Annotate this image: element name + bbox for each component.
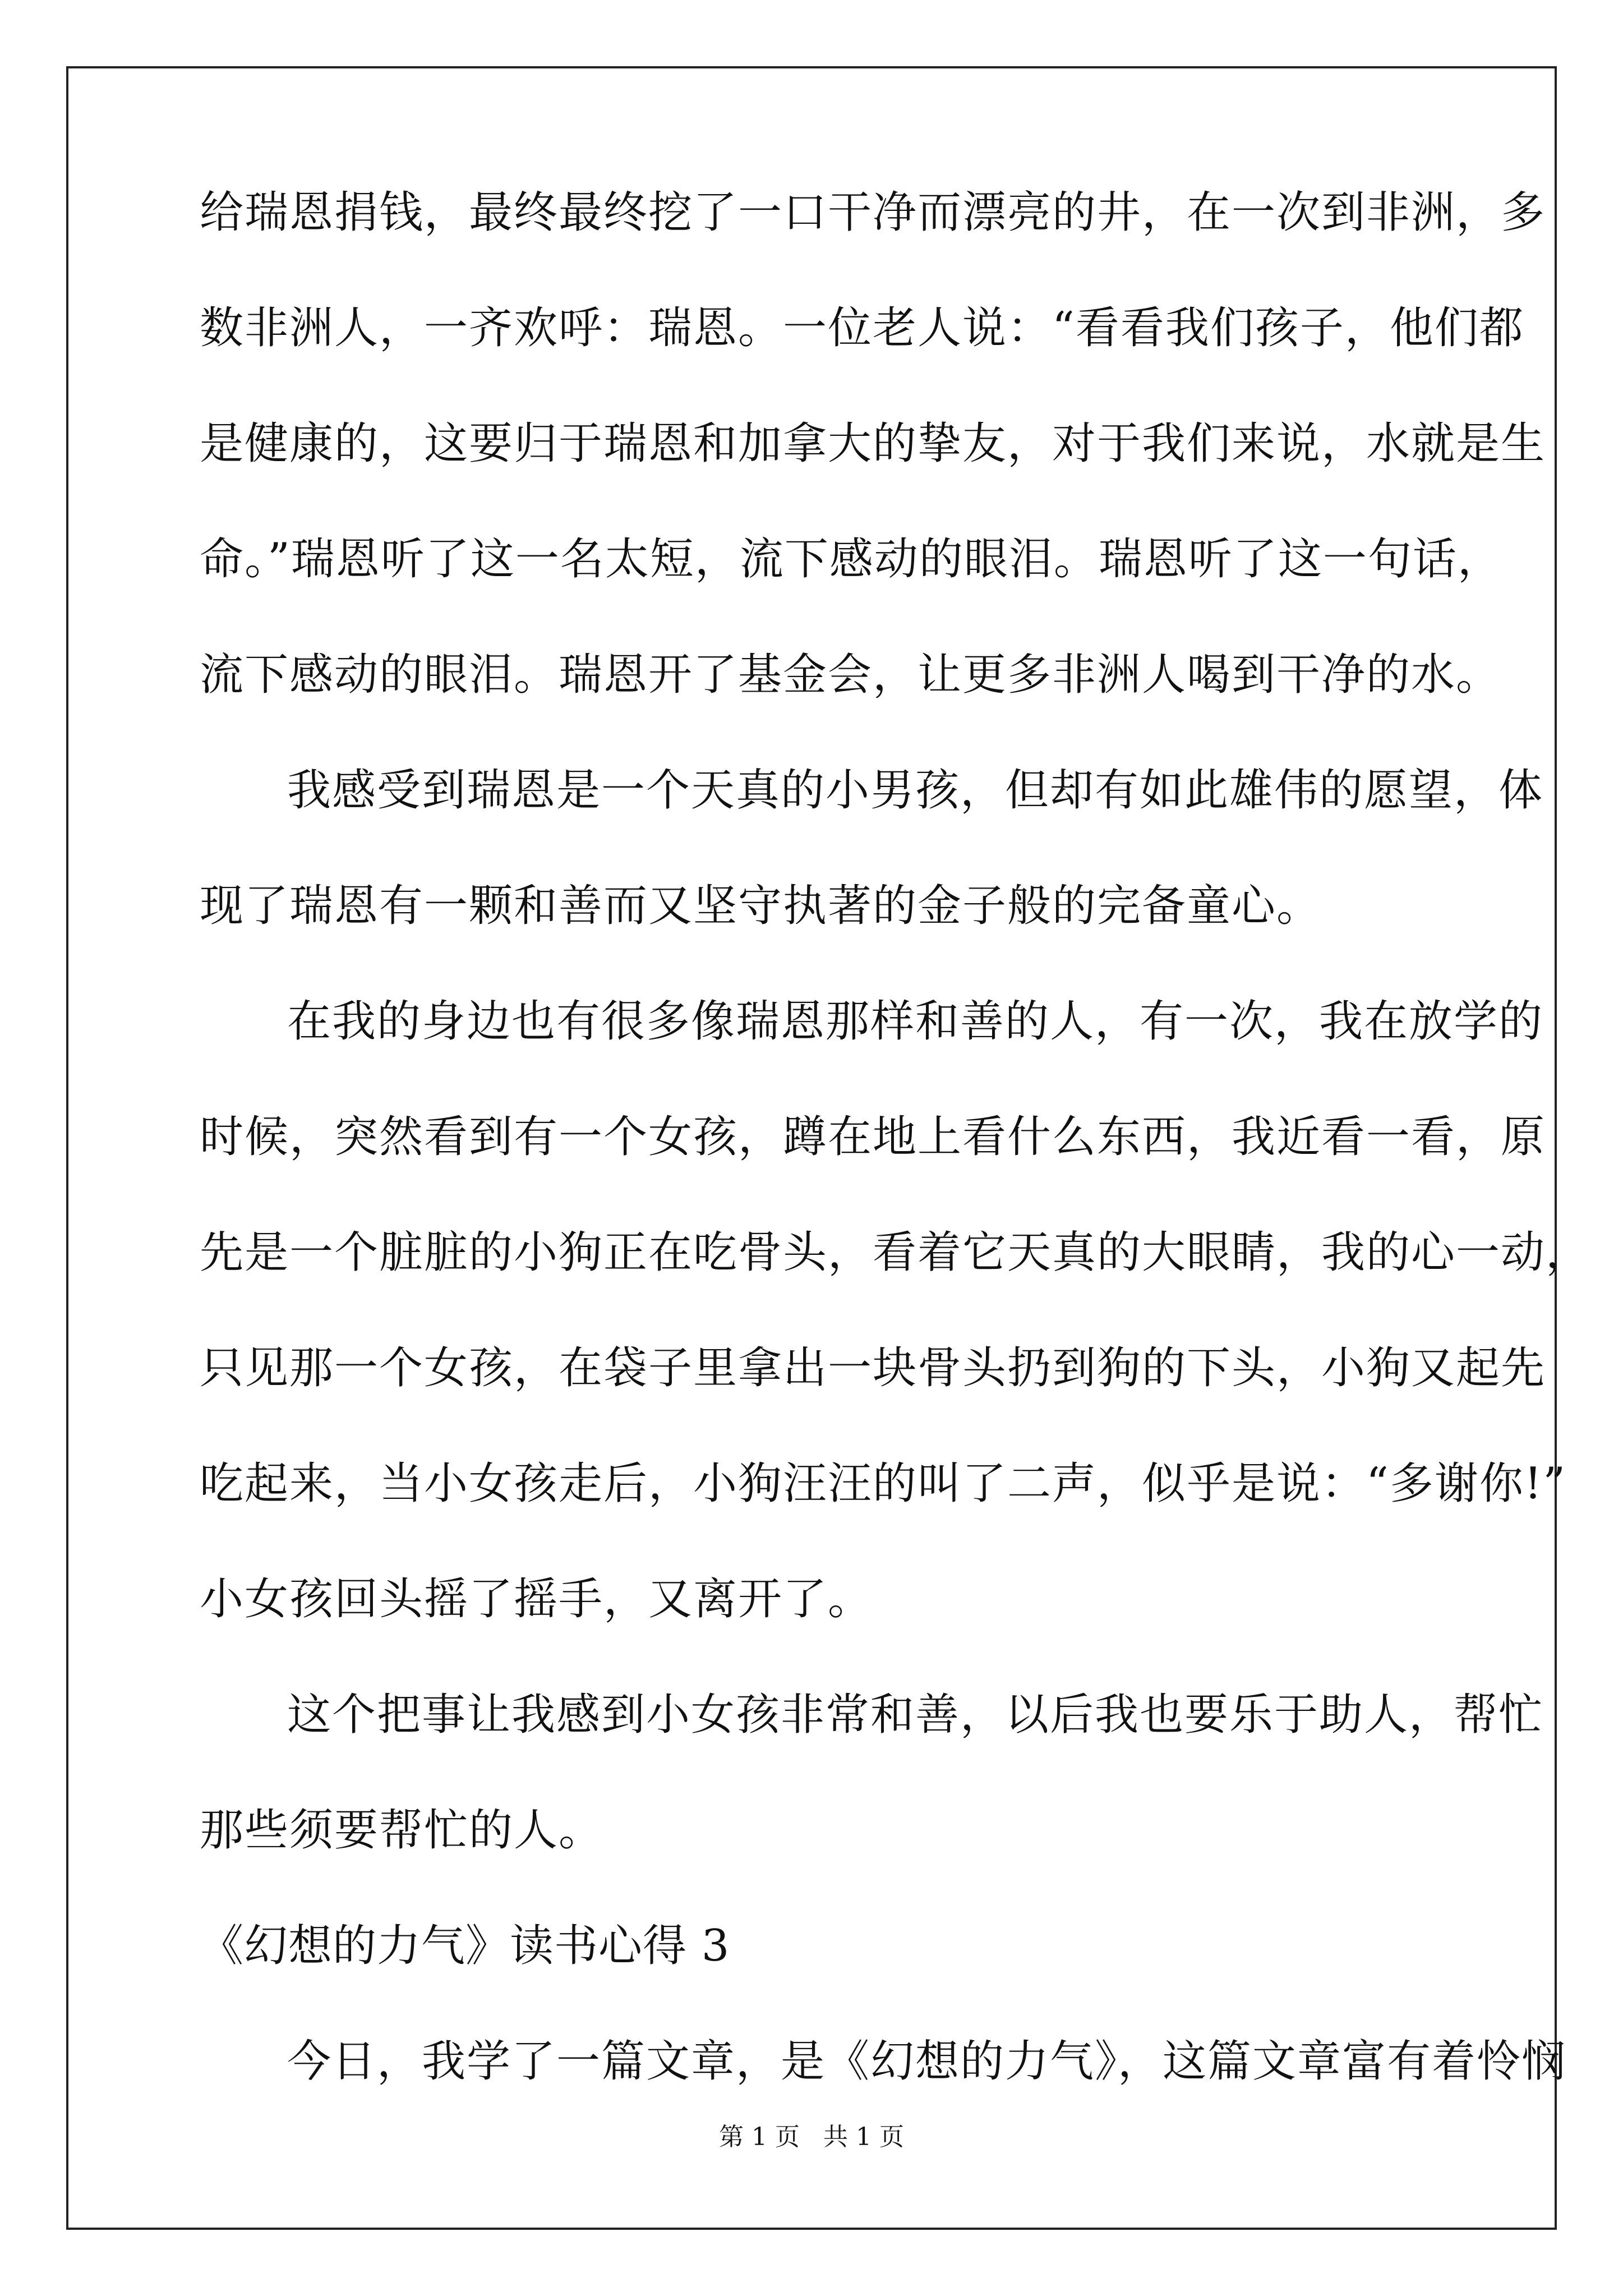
paragraph-first-line: 今日，我学了一篇文章，是《幻想的力气》，这篇文章富有着怜悯: [287, 2036, 1567, 2087]
text-line: 给瑞恩捐钱，最终最终挖了一口干净而漂亮的井，在一次到非洲，多: [200, 187, 1546, 238]
text-line: 流下感动的眼泪。瑞恩开了基金会，让更多非洲人喝到干净的水。: [200, 650, 1501, 700]
text-line: 只见那一个女孩，在袋子里拿出一块骨头扔到狗的下头，小狗又起先: [200, 1343, 1546, 1393]
page-number-label: 第 1 页 共 1 页: [719, 2123, 904, 2151]
text-line: 那些须要帮忙的人。: [200, 1805, 604, 1856]
text-line: 现了瑞恩有一颗和善而又坚守执著的金子般的完备童心。: [200, 881, 1322, 931]
text-line: 数非洲人，一齐欢呼：瑞恩。一位老人说：“看看我们孩子，他们都: [200, 303, 1524, 353]
paragraph-first-line: 我感受到瑞恩是一个天真的小男孩，但却有如此雄伟的愿望，体: [287, 765, 1544, 816]
paragraph-first-line: 在我的身边也有很多像瑞恩那样和善的人，有一次，我在放学的: [287, 996, 1544, 1047]
text-line: 先是一个脏脏的小狗正在吃骨头，看着它天真的大眼睛，我的心一动，: [200, 1227, 1591, 1278]
text-line: 吃起来，当小女孩走后，小狗汪汪的叫了二声，似乎是说：“多谢你!”: [200, 1458, 1567, 1509]
text-line: 小女孩回头摇了摇手，又离开了。: [200, 1574, 873, 1625]
text-line: 时候，突然看到有一个女孩，蹲在地上看什么东西，我近看一看，原: [200, 1112, 1546, 1162]
section-heading: 《幻想的力气》读书心得 3: [200, 1921, 730, 1971]
text-line: 命。”瑞恩听了这一名太短，流下感动的眼泪。瑞恩听了这一句话，: [200, 534, 1502, 585]
paragraph-first-line: 这个把事让我感到小女孩非常和善，以后我也要乐于助人，帮忙: [287, 1690, 1544, 1740]
text-line: 是健康的，这要归于瑞恩和加拿大的挚友，对于我们来说，水就是生: [200, 418, 1546, 469]
page-footer: [0, 2123, 1623, 2151]
document-body: [200, 187, 1591, 2155]
